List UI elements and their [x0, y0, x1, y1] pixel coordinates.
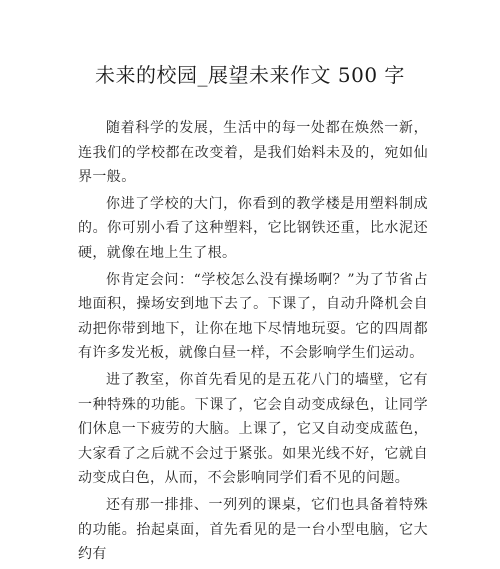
- document-title: 未来的校园_展望未来作文 500 字: [95, 63, 405, 87]
- paragraph: 你进了学校的大门，你看到的教学楼是用塑料制成的。你可别小看了这种塑料，它比钢铁还重，比水泥还硬，就像在地上生了根。: [78, 195, 428, 261]
- paragraph: 还有那一排排、一列列的课桌，它们也具备着特殊的功能。抬起桌面，首先看见的是一台小型电脑，它大约有: [78, 496, 428, 563]
- paragraph: 进了教室，你首先看见的是五花八门的墙壁，它有一种特殊的功能。下课了，它会自动变成绿色，让同学们休息一下疲劳的大脑。上课了，它又自动变成蓝色，大家看了之后就不会过于紧张。如果光线不好，它就自动变成白色，从而，不会影响同学们看不见的问题。: [78, 371, 428, 487]
- document-body: [78, 116, 428, 569]
- paragraph: 你肯定会问：“学校怎么没有操场啊？”为了节省占地面积，操场安到地下去了。下课了，自动升降机会自动把你带到地下，让你在地下尽情地玩耍。它的四周都有许多发光板，就像白昼一样，不会影响学生们运动。: [78, 271, 428, 362]
- paragraph: 随着科学的发展，生活中的每一处都在焕然一新，连我们的学校都在改变着，是我们始料未及的，宛如仙界一般。: [78, 120, 428, 186]
